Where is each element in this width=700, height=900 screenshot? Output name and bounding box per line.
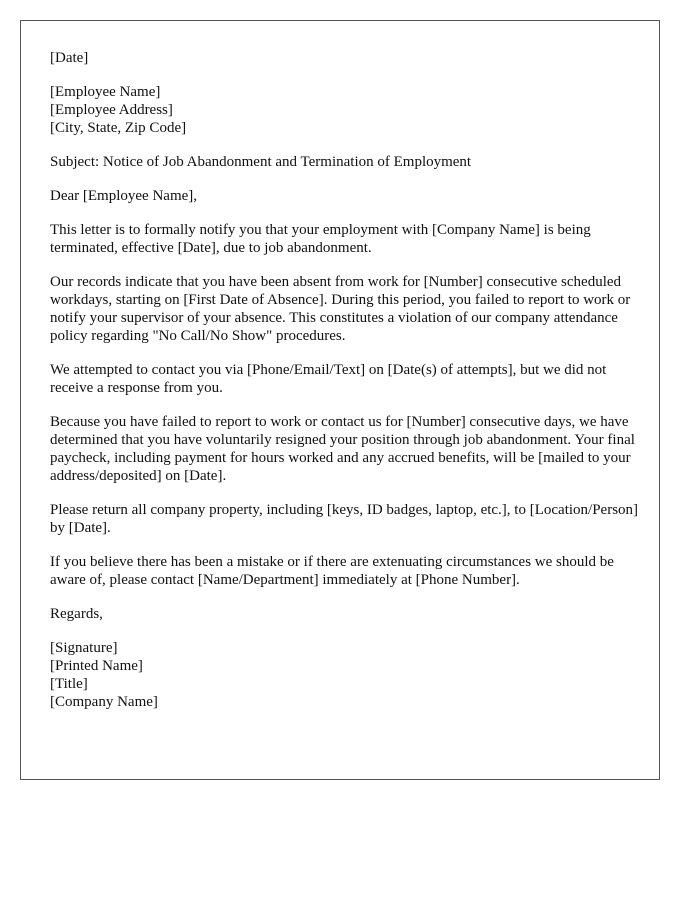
- letter-page: [20, 20, 660, 780]
- paragraph-company-property: Please return all company property, including [keys, ID badges, laptop, etc.], to [Location/Person] by [Date].: [50, 502, 639, 536]
- paragraph-final-paycheck: Because you have failed to report to work or contact us for [Number] consecutive days, we have determined that you have voluntarily resigned your position through job abandonment. Your final paycheck, including payment for hours worked and any accrued benefits, will be [mailed to your address/deposited] on [Date].: [50, 414, 635, 484]
- signature-block: [50, 639, 642, 711]
- letter-subject: Subject: Notice of Job Abandonment and Termination of Employment: [50, 154, 472, 170]
- letter-date: [Date]: [50, 50, 89, 66]
- letter-body: [50, 49, 642, 727]
- paragraph-absence-record: Our records indicate that you have been absent from work for [Number] consecutive scheduled workdays, starting on [First Date of Absence]. During this period, you failed to report to work or notify your supervisor of your absence. This constitutes a violation of our company attendance policy regarding "No Call/No Show" procedures.: [50, 274, 631, 344]
- recipient-address: [Employee Address]: [50, 102, 173, 118]
- printed-name-line: [Printed Name]: [50, 658, 143, 674]
- company-name-line: [Company Name]: [50, 694, 158, 710]
- recipient-city-state-zip: [City, State, Zip Code]: [50, 120, 187, 136]
- letter-salutation: Dear [Employee Name],: [50, 188, 198, 204]
- signature-line: [Signature]: [50, 640, 118, 656]
- paragraph-contact-attempts: We attempted to contact you via [Phone/Email/Text] on [Date(s) of attempts], but we did not receive a response from you.: [50, 362, 607, 396]
- title-line: [Title]: [50, 676, 88, 692]
- recipient-name: [Employee Name]: [50, 84, 161, 100]
- recipient-block: [50, 83, 642, 137]
- paragraph-termination-notice: This letter is to formally notify you that your employment with [Company Name] is being terminated, effective [Date], due to job abandonment.: [50, 222, 591, 256]
- paragraph-contact-info: If you believe there has been a mistake or if there are extenuating circumstances we should be aware of, please contact [Name/Department] immediately at [Phone Number].: [50, 554, 614, 588]
- letter-closing: Regards,: [50, 606, 103, 622]
